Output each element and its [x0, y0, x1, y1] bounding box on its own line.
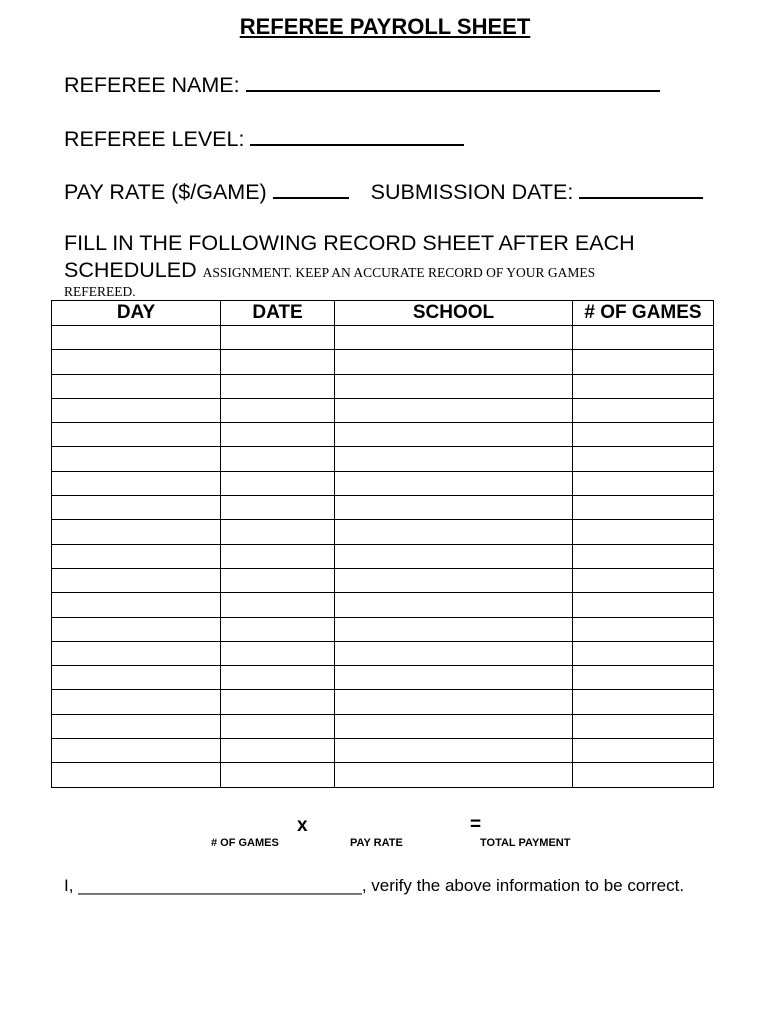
date-cell[interactable] — [221, 666, 335, 690]
date-cell[interactable] — [221, 350, 335, 374]
date-cell[interactable] — [221, 471, 335, 495]
day-cell[interactable] — [52, 666, 221, 690]
day-cell[interactable] — [52, 350, 221, 374]
times-symbol: x — [297, 815, 308, 836]
pay-rate-row — [64, 177, 703, 205]
table-row — [52, 714, 714, 738]
school-cell[interactable] — [335, 544, 573, 568]
games-cell[interactable] — [573, 544, 714, 568]
verification-statement — [64, 876, 684, 896]
school-cell[interactable] — [335, 471, 573, 495]
table-row — [52, 423, 714, 447]
games-cell[interactable] — [573, 374, 714, 398]
school-cell[interactable] — [335, 398, 573, 422]
day-cell[interactable] — [52, 568, 221, 592]
school-cell[interactable] — [335, 568, 573, 592]
header-day: DAY — [52, 301, 221, 326]
header-date: DATE — [221, 301, 335, 326]
date-cell[interactable] — [221, 423, 335, 447]
table-row — [52, 398, 714, 422]
instructions-scheduled: SCHEDULED — [64, 258, 197, 282]
day-cell[interactable] — [52, 617, 221, 641]
referee-level-label: REFEREE LEVEL: — [64, 127, 245, 151]
header-games: # OF GAMES — [573, 301, 714, 326]
instructions-line-3: REFEREED. — [64, 284, 136, 299]
referee-name-row — [64, 70, 660, 98]
date-cell[interactable] — [221, 374, 335, 398]
date-cell[interactable] — [221, 520, 335, 544]
date-cell[interactable] — [221, 593, 335, 617]
games-cell[interactable] — [573, 447, 714, 471]
table-row — [52, 690, 714, 714]
games-cell[interactable] — [573, 520, 714, 544]
school-cell[interactable] — [335, 666, 573, 690]
day-cell[interactable] — [52, 739, 221, 763]
day-cell[interactable] — [52, 326, 221, 350]
school-cell[interactable] — [335, 739, 573, 763]
games-cell[interactable] — [573, 617, 714, 641]
day-cell[interactable] — [52, 544, 221, 568]
day-cell[interactable] — [52, 447, 221, 471]
table-row — [52, 617, 714, 641]
games-cell[interactable] — [573, 666, 714, 690]
date-cell[interactable] — [221, 739, 335, 763]
day-cell[interactable] — [52, 690, 221, 714]
games-cell[interactable] — [573, 423, 714, 447]
games-cell[interactable] — [573, 641, 714, 665]
date-cell[interactable] — [221, 544, 335, 568]
table-row — [52, 568, 714, 592]
date-cell[interactable] — [221, 617, 335, 641]
school-cell[interactable] — [335, 496, 573, 520]
referee-name-input[interactable] — [246, 70, 660, 92]
school-cell[interactable] — [335, 690, 573, 714]
pay-rate-label: PAY RATE ($/GAME) — [64, 180, 267, 204]
table-row — [52, 447, 714, 471]
school-cell[interactable] — [335, 447, 573, 471]
pay-rate-input[interactable] — [273, 177, 349, 199]
referee-level-input[interactable] — [250, 124, 464, 146]
day-cell[interactable] — [52, 398, 221, 422]
games-cell[interactable] — [573, 496, 714, 520]
school-cell[interactable] — [335, 350, 573, 374]
date-cell[interactable] — [221, 326, 335, 350]
games-label: # OF GAMES — [211, 837, 279, 849]
games-cell[interactable] — [573, 326, 714, 350]
games-cell[interactable] — [573, 471, 714, 495]
games-cell[interactable] — [573, 568, 714, 592]
day-cell[interactable] — [52, 471, 221, 495]
date-cell[interactable] — [221, 568, 335, 592]
header-school: SCHOOL — [335, 301, 573, 326]
table-row — [52, 471, 714, 495]
referee-level-row — [64, 124, 464, 152]
school-cell[interactable] — [335, 520, 573, 544]
verification-suffix: , verify the above information to be correct. — [361, 876, 685, 895]
table-row — [52, 350, 714, 374]
instructions-line-1: FILL IN THE FOLLOWING RECORD SHEET AFTER EACH — [64, 231, 635, 255]
instructions-line-2 — [64, 258, 595, 283]
day-cell[interactable] — [52, 714, 221, 738]
school-cell[interactable] — [335, 423, 573, 447]
verification-prefix: I, — [64, 876, 74, 895]
date-cell[interactable] — [221, 763, 335, 787]
day-cell[interactable] — [52, 374, 221, 398]
day-cell[interactable] — [52, 423, 221, 447]
day-cell[interactable] — [52, 496, 221, 520]
table-header-row — [52, 301, 714, 326]
instructions-assignment: ASSIGNMENT. KEEP AN ACCURATE RECORD OF YOUR GAMES — [202, 265, 596, 280]
table-row — [52, 326, 714, 350]
day-cell[interactable] — [52, 641, 221, 665]
games-cell[interactable] — [573, 350, 714, 374]
submission-date-input[interactable] — [579, 177, 703, 199]
school-cell[interactable] — [335, 714, 573, 738]
day-cell[interactable] — [52, 763, 221, 787]
date-cell[interactable] — [221, 447, 335, 471]
table-row — [52, 739, 714, 763]
school-cell[interactable] — [335, 593, 573, 617]
school-cell[interactable] — [335, 326, 573, 350]
total-label: TOTAL PAYMENT — [480, 837, 571, 849]
games-cell[interactable] — [573, 398, 714, 422]
equals-symbol: = — [470, 814, 482, 835]
date-cell[interactable] — [221, 641, 335, 665]
submission-date-label: SUBMISSION DATE: — [370, 180, 574, 204]
school-cell[interactable] — [335, 763, 573, 787]
record-table — [51, 300, 714, 788]
page-title: REFEREE PAYROLL SHEET — [239, 14, 531, 39]
date-cell[interactable] — [221, 714, 335, 738]
school-cell[interactable] — [335, 374, 573, 398]
date-cell[interactable] — [221, 690, 335, 714]
referee-name-label: REFEREE NAME: — [64, 73, 240, 97]
games-cell[interactable] — [573, 714, 714, 738]
table-row — [52, 763, 714, 787]
table-row — [52, 520, 714, 544]
verification-name-blank[interactable]: ______________________________ — [78, 876, 362, 895]
table-row — [52, 593, 714, 617]
school-cell[interactable] — [335, 641, 573, 665]
games-cell[interactable] — [573, 739, 714, 763]
date-cell[interactable] — [221, 496, 335, 520]
games-cell[interactable] — [573, 763, 714, 787]
rate-label: PAY RATE — [350, 837, 403, 849]
table-row — [52, 666, 714, 690]
games-cell[interactable] — [573, 690, 714, 714]
day-cell[interactable] — [52, 593, 221, 617]
table-row — [52, 374, 714, 398]
table-row — [52, 544, 714, 568]
day-cell[interactable] — [52, 520, 221, 544]
games-cell[interactable] — [573, 593, 714, 617]
table-row — [52, 641, 714, 665]
school-cell[interactable] — [335, 617, 573, 641]
table-row — [52, 496, 714, 520]
date-cell[interactable] — [221, 398, 335, 422]
